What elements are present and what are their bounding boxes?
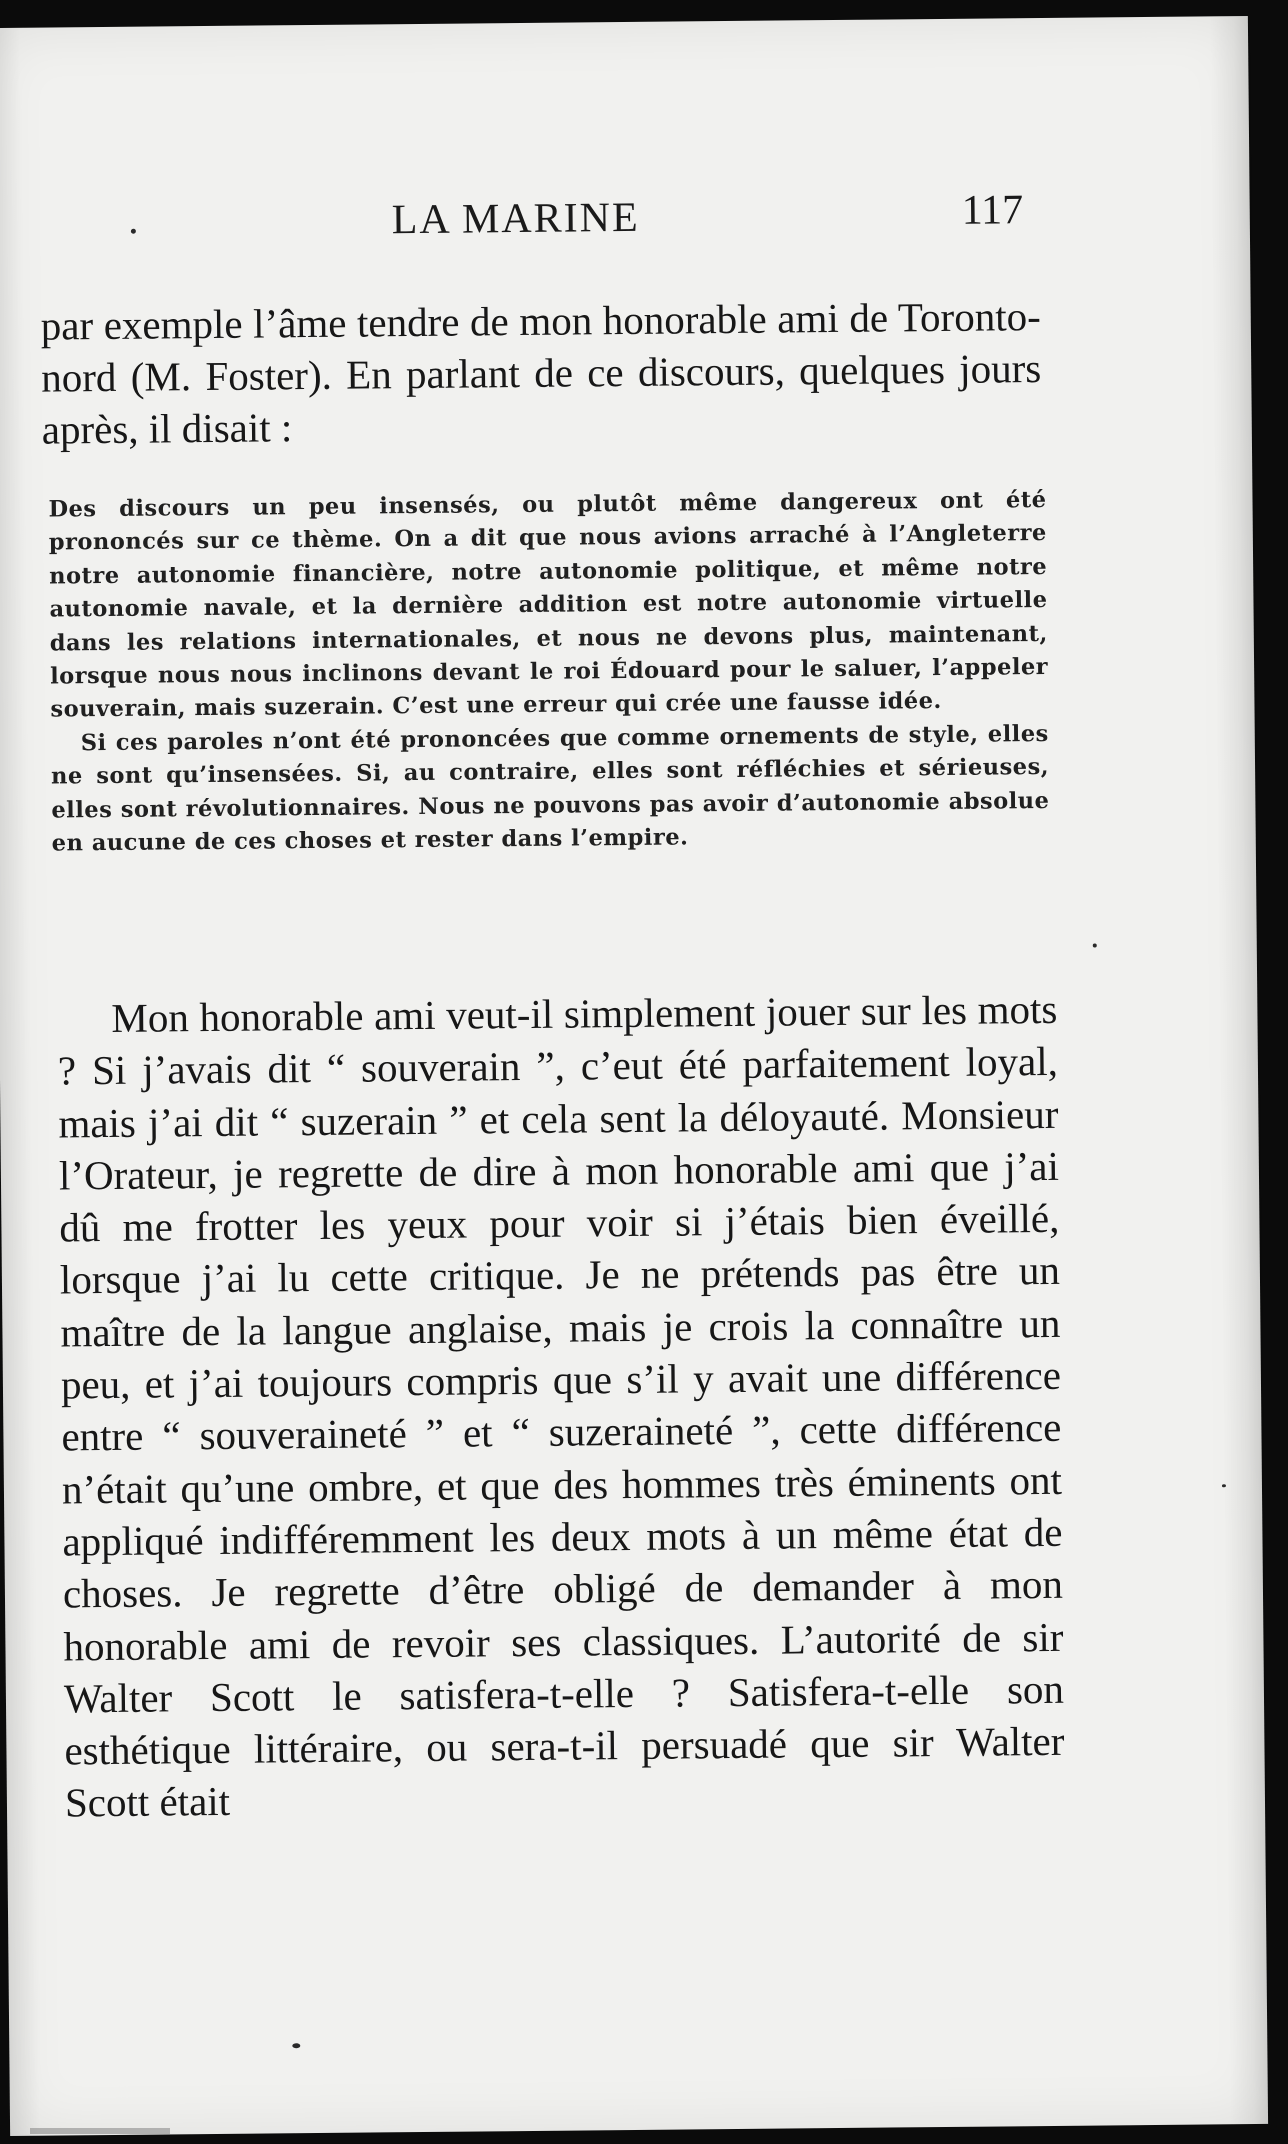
page-edge-shadow: [1210, 16, 1270, 2124]
quote-paragraph-1: Des discours un peu insensés, ou plutôt même dangereux ont été prononcés sur ce thème. On a dit que nous avions arraché à l’Angleterre notre autonomie financière, notre autonomie politique, et même notre autonomie navale, et la dernière addition est notre autonomie virtuelle dans les relations internationales, et nous ne devons plus, maintenant, lorsque nous nous inclinons devant le roi Édouard pour le saluer, l’appeler souverain, mais suzerain. C’est une erreur qui crée une fausse idée.: [48, 486, 1049, 723]
page-gutter-shadow: [0, 28, 40, 2136]
ink-speck: [1222, 1484, 1226, 1487]
ink-speck: [131, 229, 136, 234]
page-number: 117: [961, 187, 1024, 234]
page-header: [52, 189, 1191, 260]
ink-speck: [1093, 944, 1097, 948]
body-paragraph-2: Mon honorable ami veut-il simplement jouer sur les mots ? Si j’avais dit “ souverain ”, c’eut été parfaitement loyal, mais j’ai dit “ suzerain ” et cela sent la déloyauté. Monsieur l’Orateur, je regrette de dire à mon honorable ami que j’ai dû me frotter les yeux pour voir si j’étais bien éveillé, lorsque j’ai lu cette critique. Je ne prétends pas être un maître de la langue anglaise, mais je crois la connaître un peu, et j’ai toujours compris que s’il y avait une différence entre “ souveraineté ” et “ suzeraineté ”, cette différence n’était qu’une ombre, et que des hommes très éminents ont appliqué indifféremment les deux mots à un même état de choses. Je regrette d’être obligé de demander à mon honorable ami de revoir ses classiques. L’autorité de sir Walter Scott le satisfera-t-elle ? Satisfera-t-elle son esthétique littéraire, ou sera-t-il persuadé que sir Walter Scott était: [57, 985, 1065, 1826]
block-quote: [48, 484, 1049, 861]
running-head: LA MARINE: [391, 194, 640, 244]
page-scrap: [30, 2128, 170, 2134]
body-paragraph-1: par exemple l’âme tendre de mon honorable ami de Toronto-nord (M. Foster). En parlant de ce discours, quelques jours après, il disait :: [40, 293, 1042, 453]
book-page: [0, 16, 1268, 2136]
ink-speck: [292, 2043, 300, 2048]
quote-paragraph-2: Si ces paroles n’ont été prononcées que comme ornements de style, elles ne sont qu’insensées. Si, au contraire, elles sont réfléchies et sérieuses, elles sont révolutionnaires. Nous ne pouvons pas avoir d’autonomie absolue en aucune de ces choses et rester dans l’empire.: [50, 720, 1050, 857]
